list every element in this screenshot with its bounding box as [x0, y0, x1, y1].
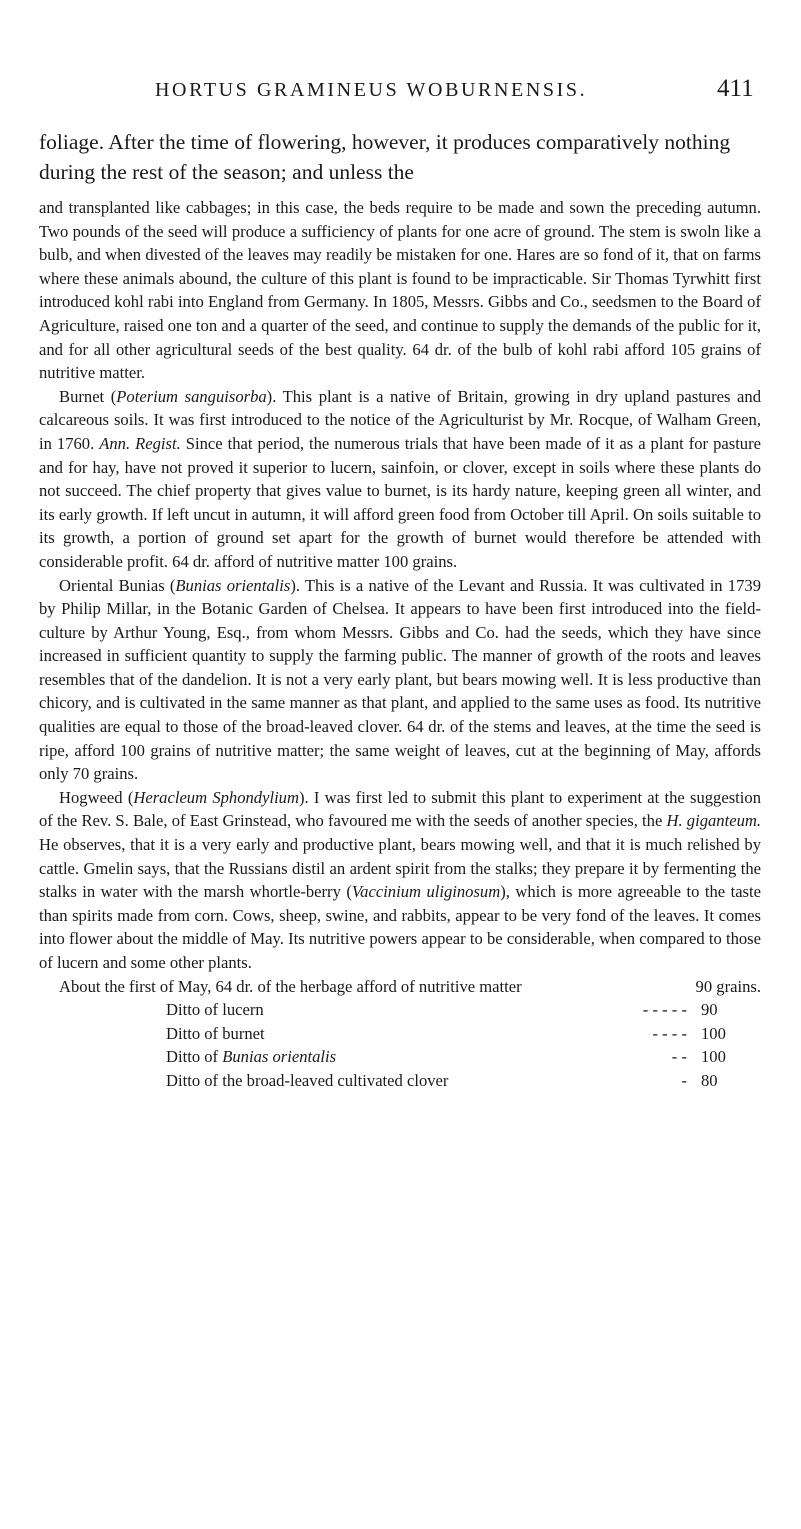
table-intro: About the first of May, 64 dr. of the herbage afford of nutritive matter [59, 976, 522, 996]
paragraph-bunias: Oriental Bunias (Bunias orientalis). This is a native of the Levant and Russia. It was cultivated in 1739 by Philip Millar, in the Botanic Garden of Chelsea. It appears to have been first introduced into the field-culture by Arthur Young, Esq., from whom Messrs. Gibbs and Co. had the seeds, which they have since increased in sufficient quantity to supply the farming public. The manner of growth of the roots and leaves resembles that of the dandelion. It is not a very early plant, but bears mowing well. It is less productive than chicory, and is cultivated in the same manner as that plant, and applied to the same uses as food. Its nutritive qualities are equal to those of the broad-leaved clover. 64 dr. of the stems and leaves, at the time the seed is ripe, afford 100 grains of nutritive matter; the same weight of leaves, cut at the beginning of May, affords only 70 grains. [39, 575, 761, 784]
row-label [166, 998, 701, 1022]
paragraph-text: I was first led to submit this plant to experiment at the suggestion of the Rev. S. Bale, of East Grinstead, who favoured me with the seeds of another species, the [39, 787, 761, 831]
plant-name: Burnet [59, 386, 105, 406]
latin-name: Vaccinium uliginosum [351, 882, 501, 902]
paragraph-text: Since that period, the numerous trials that have been made of it as a plant for pasture and for hay, have not proved it superior to lucern, sainfoin, or clover, except in soils where these plants do not succeed. The chief property that gives value to burnet, is its hardy nature, keeping green all winter, and its early growth. If left uncut in autumn, it will afford green food from October till April. On soils suitable to its growth, a portion of ground set apart for the growth of burnet would therefore be attended with considerable profit. 64 dr. afford of nutritive matter 100 grains. [39, 433, 761, 571]
paragraph-text: He observes, that it is a very early and productive plant, bears mowing well, and that it is much relished by cattle. Gmelin says, that the Russians distil an ardent spirit from the stalks; they prepare it by fermenting the stalks in water with the marsh whortle-berry ( [39, 835, 761, 902]
paragraph-burnet: Burnet (Poterium sanguisorba). This plant is a native of Britain, growing in dry upland pastures and calcareous soils. It was first introduced to the notice of the Agriculturist by Mr. Rocque, of Walham Green, in 1760. Ann. Regist. Since that period, the numerous trials that have been made of it as a plant for pasture and for hay, have not proved it superior to lucern, sainfoin, or clover, except in soils where these plants do not succeed. The chief property that gives value to burnet, is its hardy nature, keeping green all winter, and its early growth. If left uncut in autumn, it will afford green food from October till April. On soils suitable to its growth, a portion of ground set apart for the growth of burnet would therefore be attended with considerable profit. 64 dr. afford of nutritive matter 100 grains. [39, 386, 762, 571]
row-value: 90 [701, 1000, 718, 1020]
paragraph-kohl-rabi: and transplanted like cabbages; in this case, the beds require to be made and sown the preceding autumn. Two pounds of the seed will produce a sufficiency of plants for one acre of ground. The stem is swoln like a bulb, and when divested of the leaves may readily be mistaken for one. Hares are so fond of it, that on farms where these animals abound, the culture of this plant is found to be impracticable. Sir Thomas Tyrwhitt first introduced kohl rabi into England from Germany. In 1805, Messrs. Gibbs and Co., seedsmen to the Board of Agriculture, raised one ton and a quarter of the seed, and continue to supply the demands of the public for it, and for all other agricultural seeds of the best quality. 64 dr. of the bulb of kohl rabi afford 105 grains of nutritive matter. [39, 198, 761, 383]
plant-name: Oriental Bunias [59, 575, 165, 595]
nutritive-table [39, 975, 761, 1093]
table-row [166, 1022, 761, 1046]
row-leader: - [681, 1070, 687, 1090]
row-label [166, 1045, 701, 1069]
row-value: 100 [701, 1047, 726, 1067]
table-row [166, 1069, 761, 1093]
row-leader: - - - - [652, 1023, 687, 1043]
latin-name: Poterium sanguisorba [116, 386, 267, 406]
table-row [166, 998, 761, 1022]
row-label-text: Ditto of the broad-leaved cultivated clover [166, 1070, 449, 1090]
row-label [166, 1022, 701, 1046]
paragraph-text: This plant is a native of Britain, growing in dry upland pastures and calcareous soils. It was first introduced to the notice of the Agriculturist by Mr. Rocque, of Walham Green, in 1760. [39, 386, 762, 453]
row-label [166, 1069, 701, 1093]
plant-name: Hogweed [59, 787, 123, 807]
row-leader: - - [671, 1047, 687, 1067]
species-name: H. giganteum. [666, 811, 762, 831]
paragraph-text: This is a native of the Levant and Russia. It was cultivated in 1739 by Philip Millar, in the Botanic Garden of Chelsea. It appears to have been first introduced into the field-culture by Arthur Young, Esq., from whom Messrs. Gibbs and Co. had the seeds, which they have since increased in sufficient quantity to supply the farming public. The manner of growth of the roots and leaves resembles that of the dandelion. It is not a very early plant, but bears mowing well. It is less productive than chicory, and is cultivated in the same manner as that plant, and applied to the same uses as food. Its nutritive qualities are equal to those of the broad-leaved clover. 64 dr. of the stems and leaves, at the time the seed is ripe, afford 100 grains of nutritive matter; the same weight of leaves, cut at the beginning of May, affords only 70 grains. [39, 575, 761, 784]
body-text [39, 196, 761, 1093]
latin-name: Bunias orientalis [175, 575, 291, 595]
row-label-text: Ditto of burnet [166, 1023, 265, 1043]
row-label-text: Ditto of [166, 1047, 223, 1067]
row-leader: - - - - - [642, 1000, 687, 1020]
lead-text: foliage. After the time of flowering, however, it produces comparatively nothing during the rest of the season; and unless the [39, 130, 731, 184]
table-intro-value: 90 grains. [695, 976, 761, 996]
row-value: 100 [701, 1023, 726, 1043]
paragraph-hogweed: Hogweed (Heracleum Sphondylium). I was first led to submit this plant to experiment at the suggestion of the Rev. S. Bale, of East Grinstead, who favoured me with the seeds of another species, the H. giganteum. He observes, that it is a very early and productive plant, bears mowing well, and that it is much relished by cattle. Gmelin says, that the Russians distil an ardent spirit from the stalks; they prepare it by fermenting the stalks in water with the marsh whortle-berry (Vaccinium uliginosum), which is more agreeable to the taste than spirits made from corn. Cows, sheep, swine, and rabbits, appear to be very fond of the leaves. It comes into flower about the middle of May. Its nutritive powers appear to be considerable, when compared to those of lucern and some other plants. [39, 787, 762, 972]
paragraph-text: ), which is more agreeable to the taste than spirits made from corn. Cows, sheep, swine, and rabbits, appear to be very fond of the leaves. It comes into flower about the middle of May. Its nutritive powers appear to be considerable, when compared to those of lucern and some other plants. [39, 882, 761, 972]
table-intro-row [39, 975, 761, 999]
latin-name: Heracleum Sphondylium [133, 787, 299, 807]
page-number: 411 [717, 75, 754, 102]
running-head: HORTUS GRAMINEUS WOBURNENSIS. [155, 79, 588, 101]
row-label-text: Ditto of lucern [166, 1000, 264, 1020]
table-row [166, 1045, 761, 1069]
row-label-latin: Bunias orientalis [222, 1047, 337, 1067]
row-value: 80 [701, 1070, 718, 1090]
citation: Ann. Regist. [99, 433, 181, 453]
